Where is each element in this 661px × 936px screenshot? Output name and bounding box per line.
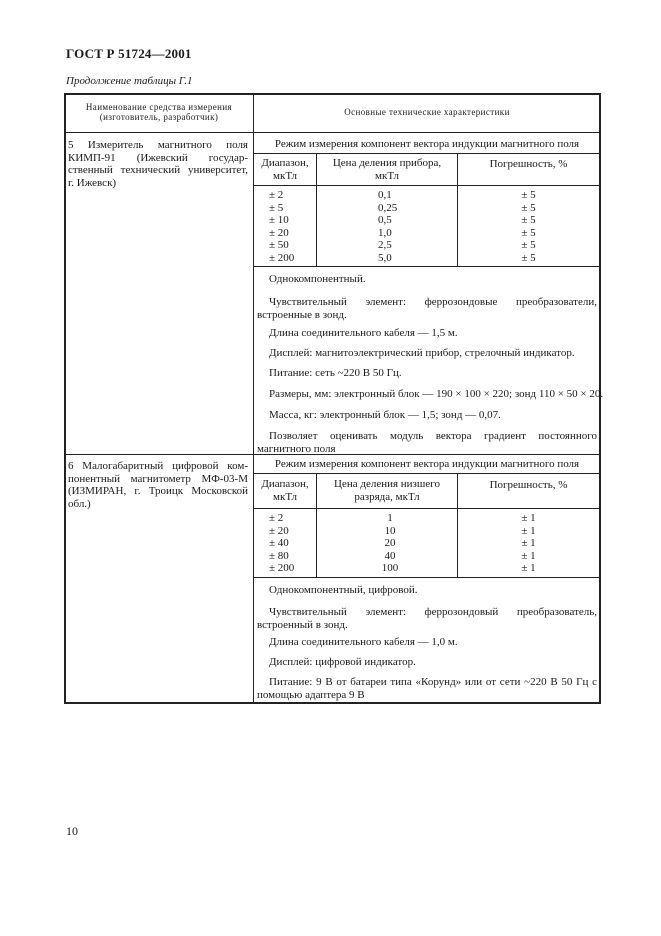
note-power: Питание: 9 В от батареи типа «Корунд» или от сети ~220 В 50 Гц с помощью адаптера 9 В (257, 676, 597, 701)
note-display: Дисплей: цифровой индикатор. (269, 656, 416, 668)
error-values: ± 5 ± 5 ± 5 ± 5 ± 5 ± 5 (521, 189, 536, 264)
division-values: 1 10 20 40 100 (381, 512, 399, 574)
continuation-label: Продолжение таблицы Г.1 (66, 75, 193, 87)
note-mass: Масса, кг: электронный блок — 1,5; зонд — 0,07. (269, 409, 501, 421)
note-cable: Длина соединительного кабеля — 1,0 м. (269, 636, 458, 648)
division-values: 0,1 0,25 0,5 1,0 2,5 5,0 (378, 189, 398, 264)
instrument-name-kimp91: 5 Измеритель магнитного поля КИМП-91 (Ижевский государ- ственный технический университет, г. Ижевск) (68, 139, 248, 189)
page-number: 10 (66, 824, 78, 838)
header-characteristics-column: Основные технические характеристики (344, 107, 510, 117)
note-dimensions: Размеры, мм: электронный блок — 190 × 100 × 220; зонд 110 × 50 × 20. (269, 388, 604, 400)
error-values: ± 1 ± 1 ± 1 ± 1 ± 1 (521, 512, 536, 574)
subheader-error: Погрешность, % (489, 158, 568, 170)
subheader-range: Диапазон, мкТл (261, 157, 309, 182)
note-sensor: Чувствительный элемент: феррозондовый преобразователь, встроенный в зонд. (257, 606, 597, 631)
note-gradient: Позволяет оценивать модуль вектора градиент постоянного магнитного поля (257, 430, 597, 455)
range-values: ± 2 ± 20 ± 40 ± 80 ± 200 (269, 512, 295, 574)
note-display: Дисплей: магнитоэлектрический прибор, стрелочный индикатор. (269, 347, 575, 359)
subheader-range: Диапазон, мкТл (261, 478, 309, 503)
range-values: ± 2 ± 5 ± 10 ± 20 ± 50 ± 200 (269, 189, 295, 264)
note-components: Однокомпонентный. (269, 273, 366, 285)
mode-title: Режим измерения компонент вектора индукции магнитного поля (274, 458, 580, 470)
subheader-division: Цена деления низшего разряда, мкТл (334, 478, 440, 503)
mode-title: Режим измерения компонент вектора индукции магнитного поля (274, 138, 580, 150)
subheader-error: Погрешность, % (489, 479, 568, 491)
note-power: Питание: сеть ~220 В 50 Гц. (269, 367, 402, 379)
document-id: ГОСТ Р 51724—2001 (66, 46, 192, 61)
instrument-name-mf03m: 6 Малогабаритный цифровой ком- понентный магнитометр МФ-03-М (ИЗМИРАН, г. Троицк Московской обл.) (68, 460, 248, 510)
subheader-division: Цена деления прибора, мкТл (332, 157, 442, 182)
note-components: Однокомпонентный, цифровой. (269, 584, 418, 596)
note-sensor: Чувствительный элемент: феррозондовые преобразователи, встроенные в зонд. (257, 296, 597, 321)
header-name-column: Наименование средства измерения (изготовитель, разработчик) (85, 102, 233, 122)
note-cable: Длина соединительного кабеля — 1,5 м. (269, 327, 458, 339)
